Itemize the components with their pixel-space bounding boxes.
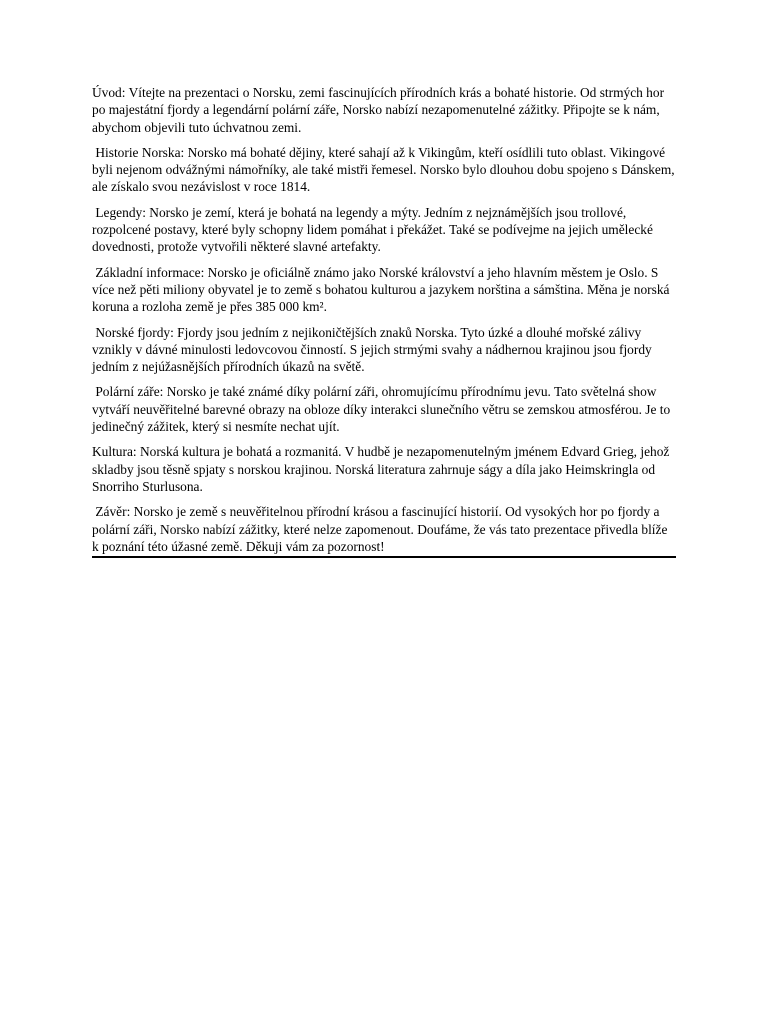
paragraph-intro: Úvod: Vítejte na prezentaci o Norsku, zemi fascinujících přírodních krás a bohaté historie. Od strmých hor po majestátní fjordy a legendární polární záře, Norsko nabízí nezapomenutelné zážitky. Připojte se k nám, abychom objevili tuto úchvatnou zemi. xyxy=(92,85,668,135)
paragraph-aurora: Polární záře: Norsko je také známé díky polární záři, ohromujícímu přírodnímu jevu. Tato světelná show vytváří neuvěřitelné barevné obrazy na obloze díky interakci slunečního větru se zemskou atmosférou. Je to jedinečný zážitek, který si nesmíte nechat ujít. xyxy=(92,384,674,435)
paragraph-conclusion: Závěr: Norsko je země s neuvěřitelnou přírodní krásou a fascinující historií. Od vysokých hor po fjordy a polární záři, Norsko nabízí zážitky, které nelze zapomenout. Doufáme, že vás tato prezentace přivedla blíže k poznání této úžasné země. Děkuji vám za pozornost! xyxy=(92,504,671,554)
bottom-rule xyxy=(92,556,676,558)
paragraph-history: Historie Norska: Norsko má bohaté dějiny, které sahají až k Vikingům, kteří osídlili tuto oblast. Vikingové byli nejenom odvážnými námořníky, ale také mistři řemesel. Norsko bylo dlouhou dobu spojeno s Dánskem, ale získalo svou nezávislost v roce 1814. xyxy=(92,144,678,195)
paragraph-culture: Kultura: Norská kultura je bohatá a rozmanitá. V hudbě je nezapomenutelným jménem Edvard Grieg, jehož skladby jsou těsně spjaty s norskou krajinou. Norská literatura zahrnuje ságy a díla jako Heimskringla od Snorriho Sturlusona. xyxy=(92,444,673,494)
paragraph-legends: Legendy: Norsko je zemí, která je bohatá na legendy a mýty. Jedním z nejznámějších jsou trollové, rozpolcené postavy, které byly schopny lidem pomáhat i překážet. Také se podívejme na jejich umělecké dovednosti, protože vytvořili některé slavné artefakty. xyxy=(92,204,657,255)
paragraph-basic-info: Základní informace: Norsko je oficiálně známo jako Norské království a jeho hlavním městem je Oslo. S více než pěti miliony obyvatel je to země s bohatou kulturou a jazykem norština a sámština. Měna je norská koruna a rozloha země je přes 385 000 km². xyxy=(92,264,673,315)
paragraph-fjords: Norské fjordy: Fjordy jsou jedním z nejikoničtějších znaků Norska. Tyto úzké a dlouhé mořské zálivy vznikly v dávné minulosti ledovcovou činností. S jejich strmými svahy a nádhernou krajinou jsou fjordy jedním z nejúžasnějších přírodních úkazů na světě. xyxy=(92,324,656,375)
document-page xyxy=(92,84,676,558)
